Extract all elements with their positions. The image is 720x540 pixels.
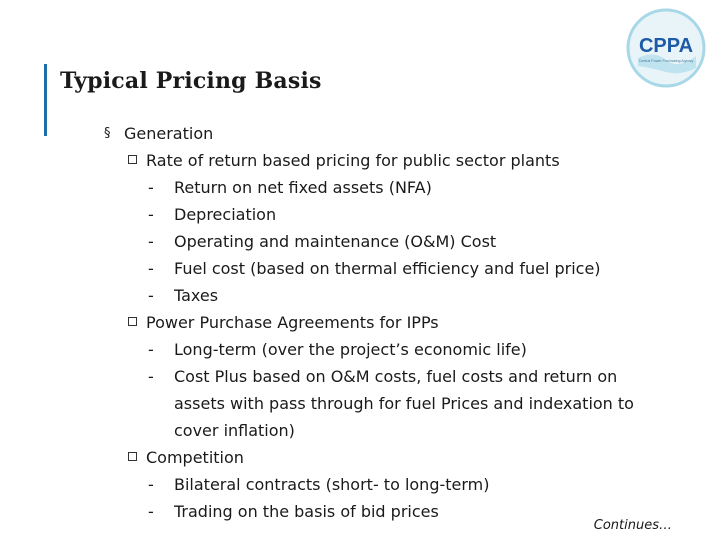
dash-marker: -: [148, 367, 154, 386]
bullet-text: Depreciation: [174, 205, 277, 224]
list-item: [104, 282, 684, 309]
list-item: [104, 201, 684, 228]
slide-title: Typical Pricing Basis: [60, 68, 322, 94]
continues-note: Continues…: [593, 518, 672, 533]
logo-wordmark: CPPA: [638, 35, 694, 57]
bullet-content: [104, 120, 684, 525]
dash-marker: -: [148, 340, 154, 359]
cppa-logo: [624, 6, 708, 90]
list-item: [104, 363, 684, 390]
dash-marker: -: [148, 178, 154, 197]
list-item-continuation: [104, 417, 684, 444]
square-bullet-icon: §: [104, 126, 111, 141]
bullet-text: Trading on the basis of bid prices: [174, 502, 439, 521]
dash-marker: -: [148, 286, 154, 305]
list-item: [104, 255, 684, 282]
dash-marker: -: [148, 259, 154, 278]
bullet-text: Power Purchase Agreements for IPPs: [146, 313, 439, 332]
bullet-text: Fuel cost (based on thermal efficiency and fuel price): [174, 259, 601, 278]
logo-subtitle: Central Power Purchasing Agency: [638, 59, 694, 63]
open-square-bullet-icon: [128, 309, 138, 336]
list-item-continuation: [104, 390, 684, 417]
sub-bullet-ppa: [104, 309, 684, 336]
list-item: [104, 228, 684, 255]
dash-marker: -: [148, 475, 154, 494]
bullet-text: Operating and maintenance (O&M) Cost: [174, 232, 497, 251]
open-square-bullet-icon: [128, 147, 138, 174]
dash-marker: -: [148, 232, 154, 251]
bullet-text: Rate of return based pricing for public sector plants: [146, 151, 560, 170]
dash-marker: -: [148, 205, 154, 224]
bullet-generation: [104, 120, 684, 147]
title-accent-bar: [44, 64, 47, 136]
dash-marker: -: [148, 502, 154, 521]
bullet-text: Bilateral contracts (short- to long-term): [174, 475, 490, 494]
bullet-text: Taxes: [174, 286, 219, 305]
bullet-text: cover inflation): [174, 421, 295, 440]
sub-bullet-ror: [104, 147, 684, 174]
list-item: [104, 174, 684, 201]
list-item: [104, 336, 684, 363]
sub-bullet-competition: [104, 444, 684, 471]
open-square-bullet-icon: [128, 444, 138, 471]
bullet-text: Long-term (over the project’s economic life): [174, 340, 527, 359]
bullet-text: assets with pass through for fuel Prices and indexation to: [174, 394, 634, 413]
bullet-text: Generation: [124, 124, 214, 143]
bullet-text: Cost Plus based on O&M costs, fuel costs and return on: [174, 367, 618, 386]
bullet-text: Competition: [146, 448, 244, 467]
list-item: [104, 471, 684, 498]
bullet-text: Return on net fixed assets (NFA): [174, 178, 432, 197]
